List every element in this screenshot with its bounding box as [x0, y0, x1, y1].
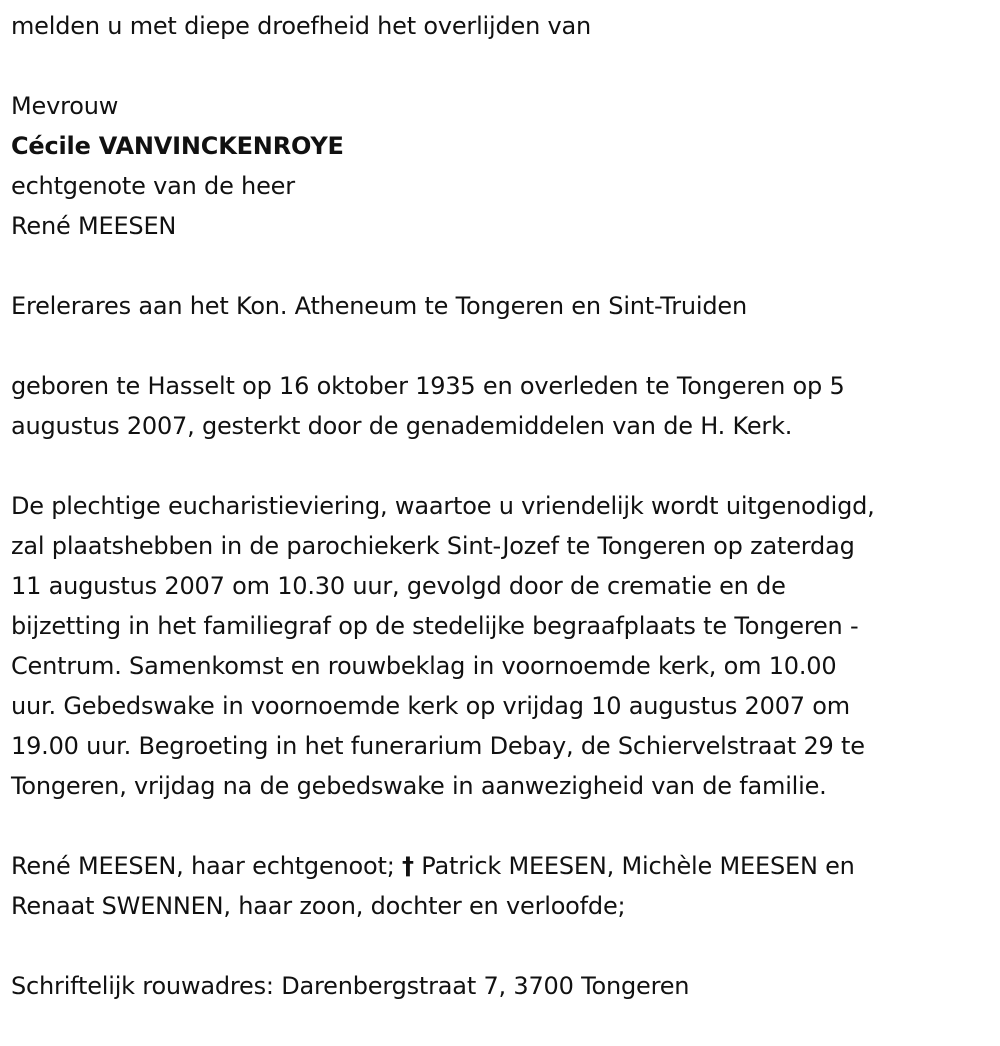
spacer — [11, 246, 989, 286]
ceremony-line-7: 19.00 uur. Begroeting in het funerarium Debay, de Schiervelstraat 29 te — [11, 732, 865, 760]
cross-icon: † — [402, 852, 414, 880]
spouse-name: René MEESEN — [11, 212, 177, 240]
family-line-2: Renaat SWENNEN, haar zoon, dochter en verloofde; — [11, 892, 626, 920]
ceremony-line-6: uur. Gebedswake in voornoemde kerk op vrijdag 10 augustus 2007 om — [11, 692, 850, 720]
spacer — [11, 446, 989, 486]
family-line-1 — [11, 846, 989, 886]
deceased-name: Cécile VANVINCKENROYE — [11, 132, 344, 160]
intro-text: melden u met diepe droefheid het overlijden van — [11, 12, 592, 40]
ceremony-line-5: Centrum. Samenkomst en rouwbeklag in voornoemde kerk, om 10.00 — [11, 652, 837, 680]
deceased-title: Mevrouw — [11, 92, 119, 120]
birth-death-line-2: augustus 2007, gesterkt door de genademiddelen van de H. Kerk. — [11, 412, 793, 440]
mourning-address: Schriftelijk rouwadres: Darenbergstraat 7, 3700 Tongeren — [11, 972, 690, 1000]
ceremony-line-2: zal plaatshebben in de parochiekerk Sint-Jozef te Tongeren op zaterdag — [11, 532, 855, 560]
profession-text: Erelerares aan het Kon. Atheneum te Tongeren en Sint-Truiden — [11, 292, 747, 320]
spacer — [11, 326, 989, 366]
spacer — [11, 46, 989, 86]
family-spouse: René MEESEN, haar echtgenoot; — [11, 852, 395, 880]
ceremony-line-3: 11 augustus 2007 om 10.30 uur, gevolgd door de crematie en de — [11, 572, 786, 600]
ceremony-line-1: De plechtige eucharistieviering, waartoe u vriendelijk wordt uitgenodigd, — [11, 492, 875, 520]
ceremony-line-4: bijzetting in het familiegraf op de stedelijke begraafplaats te Tongeren - — [11, 612, 859, 640]
family-children: Patrick MEESEN, Michèle MEESEN en — [421, 852, 855, 880]
spacer — [11, 806, 989, 846]
birth-death-line-1: geboren te Hasselt op 16 oktober 1935 en overleden te Tongeren op 5 — [11, 372, 845, 400]
deceased-relation: echtgenote van de heer — [11, 172, 295, 200]
ceremony-line-8: Tongeren, vrijdag na de gebedswake in aanwezigheid van de familie. — [11, 772, 827, 800]
spacer — [11, 926, 989, 966]
